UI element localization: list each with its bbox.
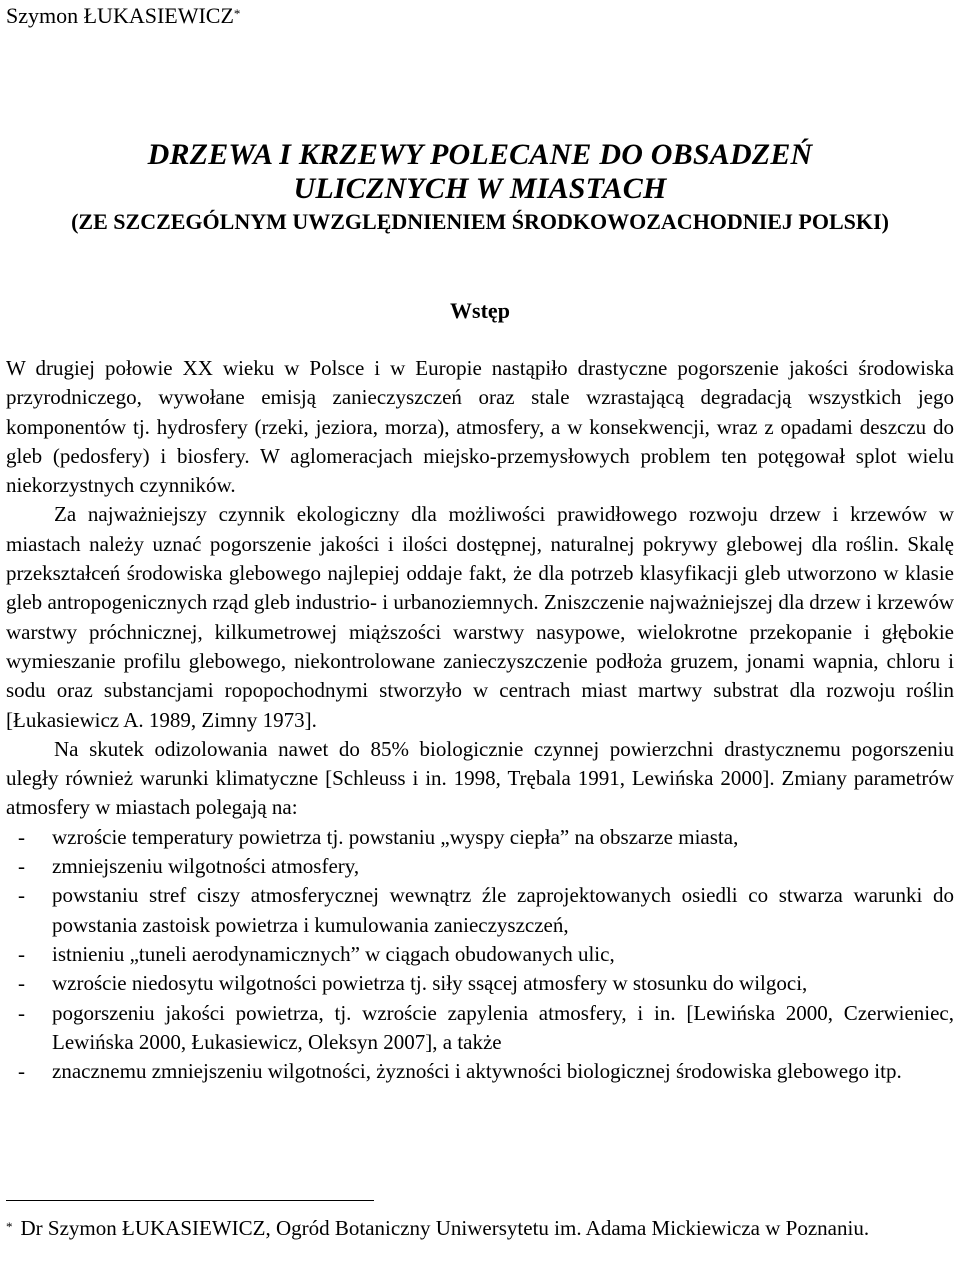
dash-marker: - [18, 854, 25, 879]
dash-marker: - [18, 941, 25, 966]
paragraph: Za najważniejszy czynnik ekologiczny dla możliwości prawidłowego rozwoju drzew i krzewów w miastach należy uznać pogorszenie jakości i ilości dostępnej, naturalnej pokrywy glebowej dla roślin. Skalę przekształceń środowiska glebowego najlepiej oddaje fakt, że dla potrzeb klasyfikacji gleb utworzono w klasie gleb antropogenicznych rząd gleb industrio- i urbanoziemnych. Zniszczenie najważniejszej dla drzew i krzewów warstwy próchnicznej, kilkumetrowej miąższości warstwy nasypowe, wielokrotne przekopanie i głębokie wymieszanie profilu glebowego, niekontrolowane zanieczyszczenie podłoża gruzem, jonami wapnia, chloru i sodu oraz substancjami ropopochodnymi stworzyło w centrach miast martwy substrat dla rozwoju roślin [Łukasiewicz A. 1989, Zimny 1973]. [6, 502, 954, 732]
footnote-divider [6, 1200, 374, 1201]
paragraph: Na skutek odizolowania nawet do 85% biologicznie czynnej powierzchni drastycznemu pogorszeniu uległy również warunki klimatyczne [Schleuss i in. 1998, Trębala 1991, Lewińska 2000]. Zmiany parametrów atmosfery w miastach polegają na: [6, 736, 954, 820]
list-item-text: powstaniu stref ciszy atmosferycznej wewnątrz źle zaprojektowanych osiedli co stwarza warunki do powstania zastoisk powietrza i kumulowania zanieczyszczeń, [52, 883, 954, 937]
list-item [18, 881, 954, 940]
author-name-text: Szymon ŁUKASIEWICZ [6, 3, 234, 28]
footnote-mark: * [6, 1219, 13, 1234]
section-heading: Wstęp [450, 298, 510, 323]
list-item [18, 1057, 954, 1086]
list-item-text: wzroście temperatury powietrza tj. powstaniu „wyspy ciepła” na obszarze miasta, [52, 824, 739, 849]
paragraph: W drugiej połowie XX wieku w Polsce i w Europie nastąpiło drastyczne pogorszenie jakości środowiska przyrodniczego, wywołane emisją zanieczyszczeń oraz stale wzrastającą degradacją wszystkich jego komponentów tj. hydrosfery (rzeki, jeziora, morza), atmosfery, a w konsekwencji, wraz z opadami deszczu do gleb (pedosfery) i biosfery. W aglomeracjach miejsko-przemysłowych problem ten potęgował splot wielu niekorzystnych czynników. [6, 356, 954, 498]
list-item [18, 969, 954, 998]
list-item-text: wzroście niedosytu wilgotności powietrza tj. siły ssącej atmosfery w stosunku do wilgoci, [52, 971, 808, 996]
subtitle: (ZE SZCZEGÓLNYM UWZGLĘDNIENIEM ŚRODKOWOZACHODNIEJ POLSKI) [71, 209, 889, 234]
body-text [6, 354, 954, 1086]
footnote-text: Dr Szymon ŁUKASIEWICZ, Ogród Botaniczny Uniwersytetu im. Adama Mickiewicza w Poznaniu. [20, 1216, 870, 1240]
author-name [6, 2, 240, 30]
list-item-text: istnieniu „tuneli aerodynamicznych” w ciągach obudowanych ulic, [52, 941, 615, 966]
title-block [0, 138, 960, 236]
dash-marker: - [18, 1000, 25, 1025]
list-item [18, 852, 954, 881]
dash-marker: - [18, 1059, 25, 1084]
list-item-text: znacznemu zmniejszeniu wilgotności, żyzności i aktywności biologicznej środowiska glebowego itp. [52, 1059, 902, 1084]
list-item-text: zmniejszeniu wilgotności atmosfery, [52, 854, 360, 879]
title-line-2: ULICZNYCH W MIASTACH [293, 172, 667, 205]
list-item [18, 823, 954, 852]
dash-marker: - [18, 824, 25, 849]
title-line-1: DRZEWA I KRZEWY POLECANE DO OBSADZEŃ [147, 138, 813, 171]
author-footnote-mark: * [233, 6, 241, 21]
list-item [18, 940, 954, 969]
bullet-list [6, 823, 954, 1087]
list-item [18, 999, 954, 1058]
dash-marker: - [18, 971, 25, 996]
list-item-text: pogorszeniu jakości powietrza, tj. wzroście zapylenia atmosfery, i in. [Lewińska 2000, Czerwieniec, Lewińska 2000, Łukasiewicz, Oleksyn 2007], a także [52, 1000, 954, 1054]
footnote [6, 1214, 954, 1243]
dash-marker: - [18, 883, 25, 908]
